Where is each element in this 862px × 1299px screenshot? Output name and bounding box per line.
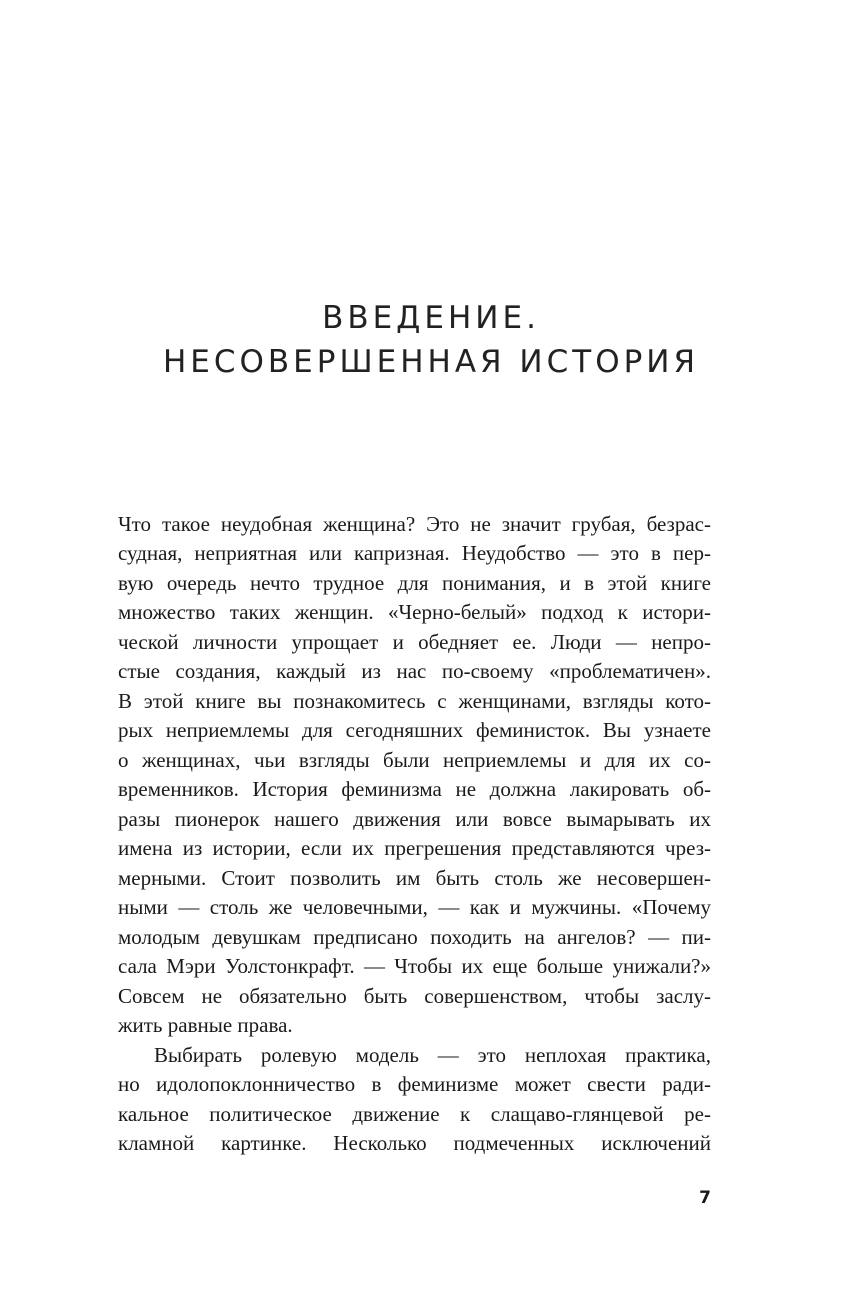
- body-line: разы пионерок нашего движения или вовсе вымарывать их: [118, 807, 711, 831]
- body-line: рых неприемлемы для сегодняшних феминисток. Вы узнаете: [118, 718, 711, 742]
- body-line: ными — столь же человечными, — как и мужчины. «Почему: [118, 895, 711, 919]
- page-number: 7: [699, 1188, 711, 1208]
- body-line: имена из истории, если их прегрешения представляются чрез-: [118, 836, 711, 860]
- body-line: стые создания, каждый из нас по-своему «проблематичен».: [118, 659, 711, 683]
- body-line: но идолопоклонничество в феминизме может свести ради-: [118, 1072, 711, 1096]
- body-line: временников. История феминизма не должна лакировать об-: [118, 777, 711, 801]
- body-line: Совсем не обязательно быть совершенством, чтобы заслу-: [118, 984, 711, 1008]
- body-line: ческой личности упрощает и обедняет ее. Люди — непро-: [118, 630, 711, 654]
- chapter-title-line-1: ВВЕДЕНИЕ.: [322, 300, 540, 336]
- body-line: кальное политическое движение к слащаво-глянцевой ре-: [118, 1102, 711, 1126]
- body-line: множество таких женщин. «Черно-белый» подход к истори-: [118, 600, 711, 624]
- body-line: Выбирать ролевую модель — это неплохая практика,: [154, 1043, 711, 1067]
- body-line: о женщинах, чьи взгляды были неприемлемы и для их со-: [118, 748, 711, 772]
- body-line: вую очередь нечто трудное для понимания, и в этой книге: [118, 571, 711, 595]
- body-line: судная, неприятная или капризная. Неудобство — это в пер-: [118, 541, 711, 565]
- chapter-title-line-2: НЕСОВЕРШЕННАЯ ИСТОРИЯ: [162, 344, 700, 380]
- body-line: сала Мэри Уолстонкрафт. — Чтобы их еще больше унижали?»: [118, 954, 711, 978]
- body-line: Что такое неудобная женщина? Это не значит грубая, безрас-: [118, 512, 711, 536]
- body-line: мерными. Стоит позволить им быть столь же несовершен-: [118, 866, 711, 890]
- body-line: молодым девушкам предписано походить на ангелов? — пи-: [118, 925, 711, 949]
- body-line: В этой книге вы познакомитесь с женщинами, взгляды кото-: [118, 689, 711, 713]
- body-line: жить равные права.: [118, 1013, 293, 1037]
- body-line: кламной картинке. Несколько подмеченных исключений: [118, 1131, 711, 1155]
